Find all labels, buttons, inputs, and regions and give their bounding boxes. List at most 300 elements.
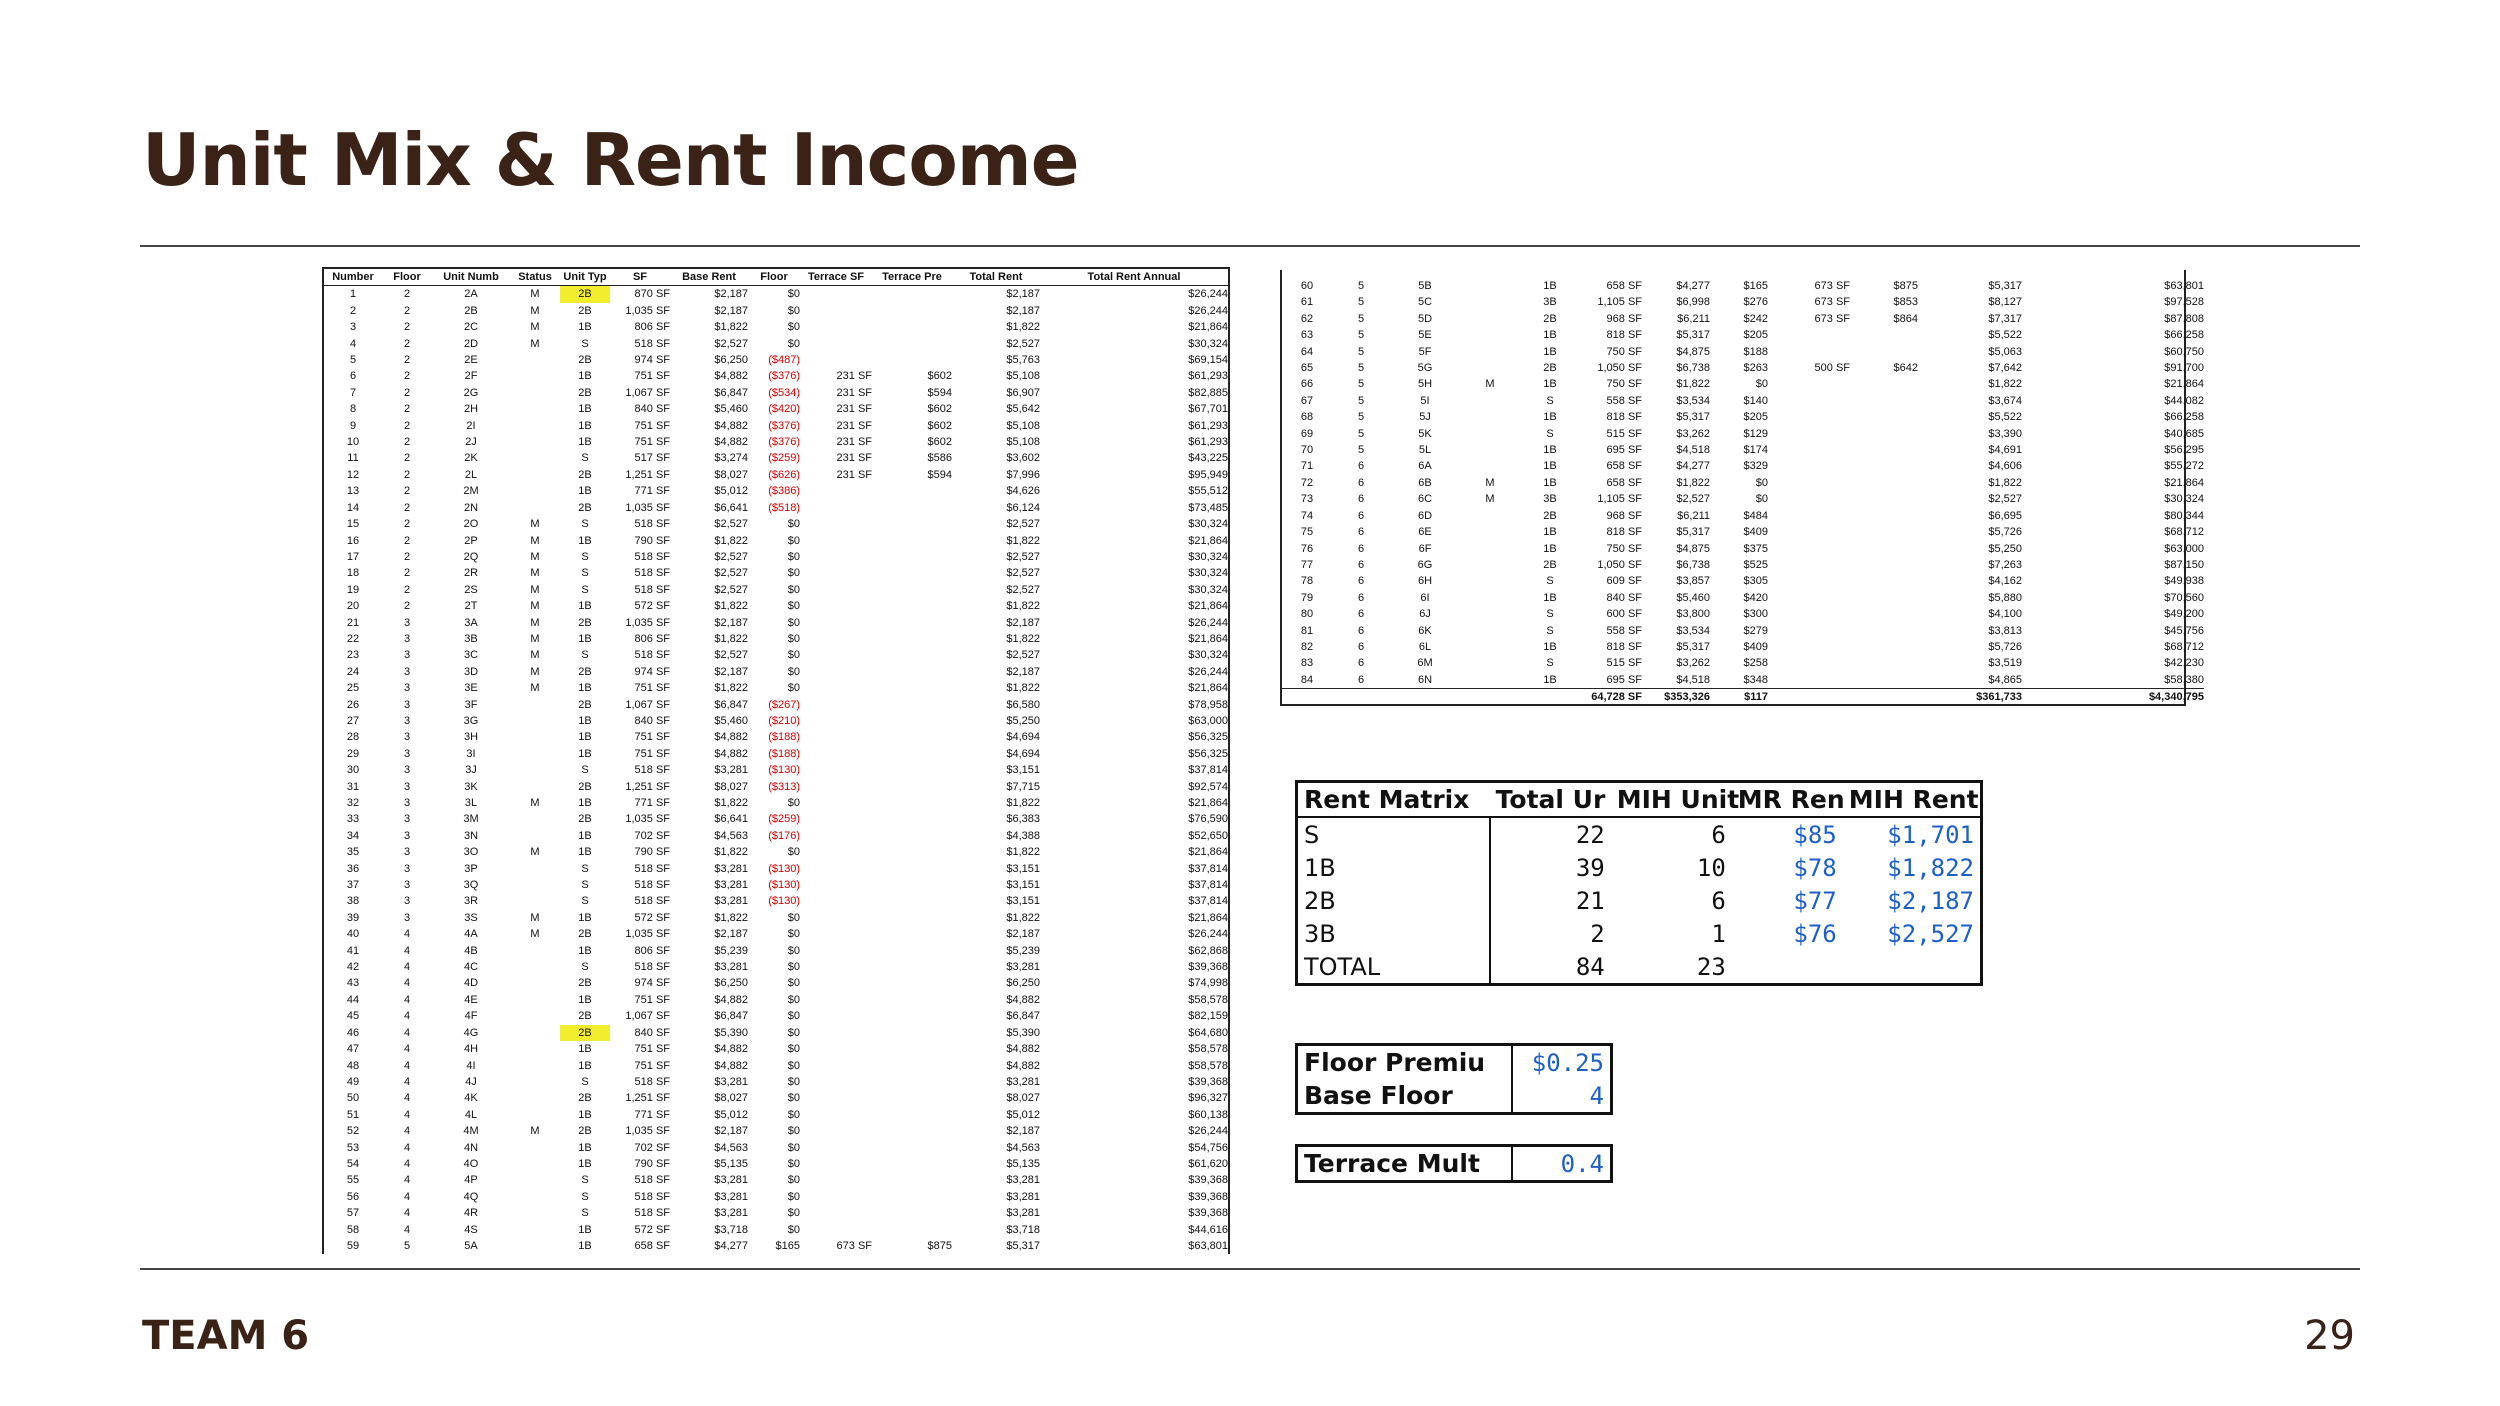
table-cell — [510, 1172, 560, 1188]
unit-mix-table — [322, 267, 1230, 1254]
table-cell: 2D — [463, 337, 479, 350]
table-cell — [800, 697, 872, 713]
table-cell: 1B — [578, 1059, 592, 1072]
table-cell: 4 — [403, 1075, 411, 1088]
table-cell: 840 SF — [634, 403, 670, 416]
table-cell — [510, 1008, 560, 1024]
table-cell: 840 SF — [634, 1026, 670, 1039]
table-cell: 3P — [464, 862, 478, 875]
table-cell: 11 — [347, 452, 359, 465]
table-cell: 35 — [346, 846, 360, 859]
table-cell — [510, 877, 560, 893]
table-cell — [510, 483, 560, 499]
table-cell: $92,574 — [1188, 780, 1228, 793]
table-cell: 2B — [464, 304, 478, 317]
table-row — [1282, 344, 2204, 360]
table-cell: $1,822 — [714, 911, 748, 924]
table-cell: $2,527 — [1006, 567, 1040, 580]
table-cell: 1B — [578, 846, 592, 859]
table-cell — [510, 434, 560, 450]
table-cell: $594 — [927, 386, 952, 399]
table-cell — [800, 319, 872, 335]
table-cell: S — [581, 764, 589, 777]
table-cell — [872, 975, 952, 991]
table-cell: 66 — [1300, 378, 1314, 391]
table-cell: 50 — [346, 1092, 360, 1105]
table-cell: 5K — [1418, 427, 1432, 440]
table-cell: 3Q — [463, 879, 479, 892]
floor-premium-row — [1298, 1046, 1610, 1079]
table-row — [324, 615, 1228, 631]
table-cell: 751 SF — [634, 993, 670, 1006]
table-cell: 518 SF — [634, 1075, 670, 1088]
table-cell — [872, 729, 952, 745]
table-cell — [800, 877, 872, 893]
table-cell: 3 — [403, 879, 411, 892]
unit-mix-header-row — [324, 269, 1228, 286]
table-cell: 34 — [346, 829, 360, 842]
table-cell: 1B — [578, 682, 592, 695]
table-cell: $0 — [787, 321, 800, 334]
table-cell: $37,814 — [1188, 862, 1228, 875]
table-cell: 1B — [578, 1239, 592, 1252]
table-cell: 33 — [346, 813, 360, 826]
table-cell: 1 — [349, 288, 357, 301]
table-cell — [1768, 672, 1850, 689]
table-row — [324, 795, 1228, 811]
table-cell: S — [581, 337, 589, 350]
table-cell — [872, 1205, 952, 1221]
table-cell: $39,368 — [1188, 961, 1228, 974]
table-cell — [1768, 327, 1850, 343]
table-cell — [800, 680, 872, 696]
table-cell — [510, 1156, 560, 1172]
table-cell: 2I — [466, 419, 476, 432]
table-cell — [800, 1205, 872, 1221]
table-cell: 5 — [1357, 329, 1365, 342]
table-cell: $0 — [787, 928, 800, 941]
table-cell: $30,324 — [1188, 337, 1228, 350]
table-cell: ($188) — [768, 747, 800, 760]
table-cell: 6 — [1357, 608, 1365, 621]
table-cell: 751 SF — [634, 419, 670, 432]
table-cell — [1850, 541, 1918, 557]
table-cell: 5 — [1357, 394, 1365, 407]
table-row — [324, 467, 1228, 483]
table-cell: 5E — [1418, 329, 1432, 342]
table-row — [324, 1090, 1228, 1106]
table-cell: 4P — [464, 1174, 478, 1187]
table-cell: $21,864 — [1188, 911, 1228, 924]
table-cell: 32 — [346, 797, 360, 809]
table-cell: 2 — [403, 354, 411, 367]
table-cell: S — [581, 961, 589, 974]
table-cell — [510, 893, 560, 909]
total-cell: $361,733 — [1918, 689, 2022, 706]
table-cell — [510, 1107, 560, 1123]
table-cell: 8 — [349, 403, 357, 416]
total-cell — [1390, 689, 1460, 706]
table-cell: $4,606 — [1988, 460, 2022, 473]
column-header: Status — [518, 271, 552, 283]
table-cell: 1,251 SF — [625, 780, 670, 793]
table-cell: $3,151 — [1006, 764, 1040, 777]
table-cell: 2L — [464, 468, 478, 481]
table-cell: $0 — [787, 797, 800, 809]
table-cell — [1850, 393, 1918, 409]
table-cell: 2E — [464, 354, 478, 367]
table-cell: $8,027 — [1006, 1092, 1040, 1105]
table-cell: 5L — [1418, 444, 1432, 457]
totals-row — [1282, 689, 2204, 706]
table-cell: 65 — [1300, 362, 1314, 375]
table-cell: 673 SF — [836, 1239, 872, 1252]
table-cell: $6,738 — [1676, 362, 1710, 375]
table-cell: 7 — [349, 386, 357, 399]
table-cell: $74,998 — [1188, 977, 1228, 990]
table-cell: 3C — [463, 649, 479, 662]
table-cell: $602 — [927, 370, 952, 383]
table-cell: $5,317 — [1676, 640, 1710, 653]
table-cell: 2B — [578, 928, 592, 941]
table-cell — [872, 483, 952, 499]
table-cell: 4 — [403, 1026, 411, 1039]
table-cell: $3,151 — [1006, 879, 1040, 892]
rent-matrix-header-row — [1298, 783, 1980, 817]
total-cell — [1332, 689, 1390, 706]
table-cell — [510, 779, 560, 795]
table-cell: $3,281 — [714, 895, 748, 908]
table-cell: ($130) — [768, 764, 800, 777]
table-cell: $2,187 — [714, 304, 748, 317]
table-cell — [872, 992, 952, 1008]
column-header: Unit Typ — [563, 271, 607, 283]
table-cell: 2 — [403, 452, 411, 465]
table-cell: $3,857 — [1676, 575, 1710, 588]
table-cell: 28 — [346, 731, 360, 744]
table-cell — [510, 762, 560, 778]
table-cell: 3I — [466, 747, 476, 760]
table-cell: $7,263 — [1988, 558, 2022, 571]
table-cell: 56 — [346, 1190, 360, 1203]
column-header: Total Ur — [1495, 785, 1606, 814]
table-cell: 572 SF — [634, 600, 670, 613]
table-cell: M — [530, 797, 540, 809]
table-cell: 1B — [578, 1141, 592, 1154]
rent-matrix-cell — [1732, 950, 1843, 983]
table-cell: $58,578 — [1188, 1043, 1228, 1056]
table-cell: 3 — [403, 714, 411, 727]
table-cell: 751 SF — [634, 370, 670, 383]
table-cell: $279 — [1743, 624, 1768, 637]
footer-divider — [140, 1268, 2360, 1270]
table-cell: $4,882 — [714, 1043, 748, 1056]
table-cell: $0 — [787, 518, 800, 531]
table-cell: $5,317 — [1676, 329, 1710, 342]
table-cell: $2,187 — [1006, 304, 1040, 317]
table-row — [324, 582, 1228, 598]
table-row — [324, 336, 1228, 352]
table-cell — [800, 1140, 872, 1156]
table-cell: 4F — [464, 1010, 478, 1023]
table-cell: $61,293 — [1188, 419, 1228, 432]
table-cell: 52 — [346, 1125, 360, 1138]
table-cell — [800, 1222, 872, 1238]
total-cell: 64,728 SF — [1580, 689, 1642, 706]
table-cell: 20 — [346, 600, 360, 613]
table-cell: $7,317 — [1988, 312, 2022, 325]
table-cell: 2 — [349, 304, 357, 317]
rent-matrix-cell: $76 — [1793, 919, 1837, 948]
table-cell: S — [581, 895, 589, 908]
table-cell: $4,882 — [714, 731, 748, 744]
table-cell: $39,368 — [1188, 1174, 1228, 1187]
table-cell: 4G — [463, 1026, 479, 1039]
table-cell: $21,864 — [1188, 797, 1228, 809]
table-row — [1282, 590, 2204, 606]
table-cell: $87,808 — [2164, 312, 2204, 325]
table-cell: 75 — [1300, 526, 1314, 539]
table-row — [1282, 393, 2204, 409]
table-cell — [1850, 655, 1918, 671]
table-cell: 45 — [346, 1010, 360, 1023]
table-cell: $188 — [1743, 345, 1768, 358]
table-cell: 4 — [403, 961, 411, 974]
table-cell — [872, 516, 952, 532]
table-cell: 5A — [464, 1239, 478, 1252]
table-cell: $4,865 — [1988, 673, 2022, 686]
table-cell: 3 — [349, 321, 357, 334]
table-cell: $0 — [1755, 476, 1768, 489]
table-cell: $3,800 — [1676, 608, 1710, 621]
table-cell: 2B — [578, 468, 592, 481]
rent-matrix-cell: 21 — [1575, 886, 1605, 915]
table-cell: 3 — [403, 829, 411, 842]
table-cell: $5,726 — [1988, 640, 2022, 653]
table-cell: $4,100 — [1988, 608, 2022, 621]
table-cell: $44,082 — [2164, 394, 2204, 407]
table-cell: $5,135 — [1006, 1157, 1040, 1170]
table-cell: $6,250 — [714, 354, 748, 367]
table-cell: 5 — [1357, 345, 1365, 358]
table-cell: 4R — [463, 1207, 479, 1220]
table-cell: 1B — [578, 731, 592, 744]
table-cell: 673 SF — [1814, 280, 1850, 292]
table-cell — [510, 467, 560, 483]
table-cell: $64,680 — [1188, 1026, 1228, 1039]
table-cell: 48 — [346, 1059, 360, 1072]
table-row — [324, 1107, 1228, 1123]
table-cell — [510, 729, 560, 745]
table-cell — [510, 401, 560, 417]
table-cell: 5C — [1417, 296, 1433, 309]
table-cell: M — [530, 665, 540, 678]
table-cell: 518 SF — [634, 1174, 670, 1187]
table-cell: $4,388 — [1006, 829, 1040, 842]
table-cell — [872, 598, 952, 614]
table-cell: 695 SF — [1606, 673, 1642, 686]
table-cell: 968 SF — [1606, 312, 1642, 325]
table-cell: $49,938 — [2164, 575, 2204, 588]
table-cell — [1768, 475, 1850, 491]
table-cell: 24 — [346, 665, 360, 678]
table-row — [324, 828, 1228, 844]
table-cell: $42,230 — [2164, 657, 2204, 670]
table-cell — [510, 1074, 560, 1090]
table-cell: 609 SF — [1606, 575, 1642, 588]
table-cell — [800, 615, 872, 631]
table-cell: $26,244 — [1188, 928, 1228, 941]
table-cell — [510, 811, 560, 827]
table-cell: 74 — [1300, 509, 1314, 522]
table-cell: $66,258 — [2164, 329, 2204, 342]
table-cell — [1460, 573, 1520, 589]
table-cell — [1768, 409, 1850, 425]
table-cell: $4,882 — [1006, 1043, 1040, 1056]
table-cell: 1,050 SF — [1597, 362, 1642, 375]
table-cell: 2B — [578, 1125, 592, 1138]
table-cell: $586 — [927, 452, 952, 465]
table-cell: 3H — [463, 731, 479, 744]
table-cell: 4J — [465, 1075, 477, 1088]
column-header: Floor — [393, 271, 421, 283]
table-cell: $0 — [787, 665, 800, 678]
table-cell — [872, 910, 952, 926]
table-cell: 1B — [578, 485, 592, 498]
table-cell: $5,012 — [714, 1108, 748, 1121]
table-cell: 558 SF — [1606, 394, 1642, 407]
table-cell — [800, 779, 872, 795]
table-cell: 78 — [1300, 575, 1314, 588]
table-cell: $4,277 — [1676, 460, 1710, 473]
rent-matrix-cell: $85 — [1793, 820, 1837, 849]
table-row — [324, 1189, 1228, 1205]
table-cell: 2B — [578, 698, 592, 711]
table-cell: M — [530, 567, 540, 580]
table-cell: $0 — [787, 682, 800, 695]
table-cell — [872, 1222, 952, 1238]
table-cell: 3B — [1543, 296, 1557, 309]
table-row — [1282, 376, 2204, 392]
table-cell: $2,527 — [1006, 337, 1040, 350]
table-cell — [1460, 541, 1520, 557]
table-cell — [800, 975, 872, 991]
unit-type-label: S — [1298, 817, 1490, 851]
table-cell: $21,864 — [1188, 682, 1228, 695]
table-cell: 6 — [1357, 657, 1365, 670]
table-cell: 4Q — [463, 1190, 479, 1203]
table-cell — [800, 828, 872, 844]
table-cell: 3 — [403, 616, 411, 629]
table-cell: 6A — [1418, 460, 1432, 473]
table-cell: 231 SF — [836, 436, 872, 449]
table-row — [324, 943, 1228, 959]
table-cell: $3,281 — [1006, 1190, 1040, 1203]
table-cell — [1850, 376, 1918, 392]
column-header: Terrace Pre — [882, 271, 942, 283]
table-cell — [1460, 327, 1520, 343]
table-cell: 2T — [464, 600, 478, 613]
table-cell: $3,281 — [714, 862, 748, 875]
table-cell: 673 SF — [1814, 296, 1850, 309]
table-cell: 840 SF — [634, 714, 670, 727]
table-cell: $5,317 — [1988, 280, 2022, 292]
table-cell — [872, 647, 952, 663]
table-cell: $21,864 — [1188, 321, 1228, 334]
table-cell: 4 — [403, 928, 411, 941]
table-cell: $21,864 — [1188, 534, 1228, 547]
table-cell: $5,726 — [1988, 526, 2022, 539]
table-cell: 818 SF — [1606, 329, 1642, 342]
table-cell: $2,527 — [714, 550, 748, 563]
table-cell — [800, 713, 872, 729]
table-row — [324, 598, 1228, 614]
table-cell — [800, 286, 872, 303]
table-cell: 61 — [1300, 296, 1314, 309]
table-cell: M — [530, 928, 540, 941]
table-cell: $6,847 — [714, 386, 748, 399]
table-cell — [1850, 508, 1918, 524]
table-cell — [800, 1107, 872, 1123]
table-cell: $4,277 — [1676, 280, 1710, 292]
table-cell: $3,534 — [1676, 394, 1710, 407]
table-cell: $2,527 — [1676, 493, 1710, 506]
table-cell: ($313) — [768, 780, 800, 793]
table-cell: 3 — [403, 813, 411, 826]
table-cell: 1B — [1543, 378, 1557, 391]
table-cell: S — [581, 1174, 589, 1187]
table-cell: S — [581, 862, 589, 875]
table-row — [1282, 672, 2204, 689]
table-cell: 2 — [403, 550, 411, 563]
table-cell: 2P — [464, 534, 478, 547]
table-row — [324, 418, 1228, 434]
table-cell: 3A — [464, 616, 478, 629]
table-cell: 750 SF — [1606, 542, 1642, 555]
table-cell: 40 — [346, 928, 360, 941]
table-cell: 6 — [349, 370, 357, 383]
table-cell — [510, 368, 560, 384]
table-cell: 518 SF — [634, 518, 670, 531]
table-cell: 4 — [403, 993, 411, 1006]
table-row — [324, 926, 1228, 942]
table-cell — [800, 844, 872, 860]
table-row — [324, 450, 1228, 466]
table-cell: $3,281 — [1006, 961, 1040, 974]
table-cell: $1,822 — [1006, 682, 1040, 695]
table-row — [324, 893, 1228, 909]
table-cell: $4,882 — [714, 1059, 748, 1072]
table-cell: $5,239 — [714, 944, 748, 957]
table-cell: $0 — [787, 1174, 800, 1187]
table-cell: $602 — [927, 436, 952, 449]
table-cell: 517 SF — [634, 452, 670, 465]
terrace-mult-row — [1298, 1147, 1610, 1180]
table-row — [324, 1222, 1228, 1238]
table-cell: 2H — [463, 403, 479, 416]
table-cell — [1460, 672, 1520, 689]
table-cell: 2S — [464, 583, 478, 596]
table-cell: $0 — [787, 1092, 800, 1105]
table-cell: 5 — [1357, 280, 1365, 292]
table-cell: M — [530, 600, 540, 613]
table-cell: 16 — [346, 534, 360, 547]
table-cell: 39 — [346, 911, 360, 924]
table-cell: 1B — [1543, 673, 1557, 686]
table-cell — [872, 664, 952, 680]
table-cell: 58 — [346, 1223, 360, 1236]
table-cell — [800, 1008, 872, 1024]
